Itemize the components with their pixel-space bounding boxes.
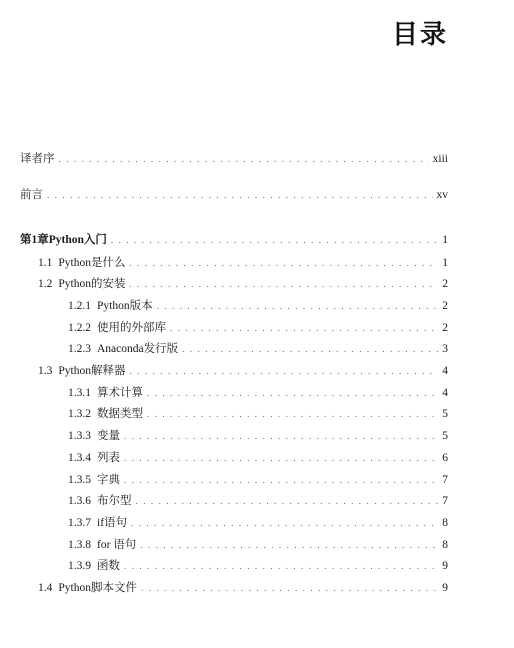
leader-dots bbox=[124, 453, 438, 463]
leader-dots bbox=[182, 344, 438, 354]
section-title: 使用的外部库 bbox=[97, 321, 166, 334]
section-title: 数据类型 bbox=[97, 408, 143, 421]
section-title: for 语句 bbox=[97, 538, 137, 551]
section-title: Python版本 bbox=[97, 299, 153, 312]
section-number: 1.3.1 bbox=[68, 386, 91, 399]
leader-dots bbox=[136, 496, 439, 506]
leader-dots bbox=[111, 235, 438, 245]
section-number: 1.1 bbox=[38, 256, 53, 269]
section-number: 1.3.7 bbox=[68, 516, 91, 529]
toc-entry-page: 8 bbox=[442, 516, 448, 529]
toc-section[interactable] bbox=[38, 275, 448, 291]
leader-dots bbox=[124, 475, 438, 485]
section-number: 1.3.3 bbox=[68, 430, 91, 443]
leader-dots bbox=[129, 366, 438, 376]
toc-entry-page: 2 bbox=[442, 321, 448, 334]
section-number: 1.3.9 bbox=[68, 560, 91, 573]
leader-dots bbox=[141, 583, 438, 593]
leader-dots bbox=[140, 540, 438, 550]
toc-subsection[interactable] bbox=[68, 297, 448, 313]
toc-entry-page: 1 bbox=[442, 234, 448, 246]
toc-section[interactable] bbox=[38, 254, 448, 270]
toc-subsection[interactable] bbox=[68, 492, 448, 508]
toc-entry-label: 前言 bbox=[20, 189, 43, 201]
section-title: Python解释器 bbox=[58, 365, 126, 377]
page-title: 目录 bbox=[391, 20, 448, 50]
toc-subsection[interactable] bbox=[68, 536, 448, 552]
leader-dots bbox=[131, 518, 438, 528]
section-title: Python脚本文件 bbox=[58, 582, 137, 594]
section-number: 1.2.2 bbox=[68, 321, 91, 334]
toc-entry-page: 4 bbox=[442, 365, 448, 377]
toc-entry-page: 5 bbox=[442, 430, 448, 443]
leader-dots bbox=[124, 561, 438, 571]
toc-subsection[interactable] bbox=[68, 557, 448, 573]
section-number: 1.3.5 bbox=[68, 473, 91, 486]
toc-entry-label: 译者序 bbox=[20, 153, 55, 165]
toc-entry-page: 4 bbox=[442, 386, 448, 399]
toc-subsection[interactable] bbox=[68, 384, 448, 400]
section-number: 1.3 bbox=[38, 365, 53, 377]
toc-entry-page: 2 bbox=[442, 278, 448, 291]
section-number: 1.2.1 bbox=[68, 299, 91, 312]
toc-subsection[interactable] bbox=[68, 405, 448, 421]
toc-entry-page: 3 bbox=[442, 343, 448, 356]
leader-dots bbox=[124, 431, 438, 441]
section-number: 1.3.4 bbox=[68, 451, 91, 464]
toc-subsection[interactable] bbox=[68, 319, 448, 335]
section-title: 变量 bbox=[97, 430, 120, 443]
leader-dots bbox=[129, 279, 438, 289]
chapter-title: Python入门 bbox=[48, 234, 107, 246]
section-number: 1.3.6 bbox=[68, 495, 91, 508]
toc-entry-page: 7 bbox=[442, 495, 448, 508]
chapter-number: 第1章 bbox=[20, 234, 49, 246]
leader-dots bbox=[47, 190, 433, 200]
section-title: 列表 bbox=[97, 451, 120, 464]
toc-subsection[interactable] bbox=[68, 340, 448, 356]
toc-section[interactable] bbox=[38, 579, 448, 595]
toc-entry-page: xv bbox=[436, 189, 448, 201]
section-title: if语句 bbox=[97, 516, 128, 529]
section-number: 1.3.2 bbox=[68, 408, 91, 421]
toc-entry-page: xiii bbox=[432, 153, 448, 165]
toc-entry-translator-preface[interactable] bbox=[20, 150, 448, 166]
section-title: Anaconda发行版 bbox=[97, 343, 179, 356]
section-number: 1.2.3 bbox=[68, 343, 91, 356]
toc-subsection[interactable] bbox=[68, 427, 448, 443]
toc-subsection[interactable] bbox=[68, 514, 448, 530]
section-title: 字典 bbox=[97, 473, 120, 486]
toc-entry-page: 2 bbox=[442, 299, 448, 312]
section-number: 1.2 bbox=[38, 278, 53, 291]
leader-dots bbox=[147, 409, 438, 419]
section-title: 布尔型 bbox=[97, 495, 132, 508]
toc-subsection[interactable] bbox=[68, 471, 448, 487]
section-title: Python是什么 bbox=[58, 256, 126, 269]
section-number: 1.3.8 bbox=[68, 538, 91, 551]
section-number: 1.4 bbox=[38, 582, 53, 594]
toc-entry-page: 9 bbox=[442, 582, 448, 594]
leader-dots bbox=[170, 323, 438, 333]
toc-entry-page: 1 bbox=[442, 256, 448, 269]
leader-dots bbox=[157, 301, 439, 311]
section-title: 算术计算 bbox=[97, 386, 143, 399]
toc-entry-page: 6 bbox=[442, 451, 448, 464]
toc-entry-preface[interactable] bbox=[20, 186, 448, 202]
toc-entry-page: 7 bbox=[442, 473, 448, 486]
section-title: Python的安装 bbox=[58, 278, 126, 291]
leader-dots bbox=[59, 154, 429, 164]
toc-section[interactable] bbox=[38, 362, 448, 378]
leader-dots bbox=[129, 258, 438, 268]
toc-entry-page: 9 bbox=[442, 560, 448, 573]
toc-chapter-1[interactable] bbox=[20, 231, 448, 247]
toc-entry-page: 5 bbox=[442, 408, 448, 421]
section-title: 函数 bbox=[97, 560, 120, 573]
toc-subsection[interactable] bbox=[68, 449, 448, 465]
toc-entry-page: 8 bbox=[442, 538, 448, 551]
leader-dots bbox=[147, 388, 438, 398]
